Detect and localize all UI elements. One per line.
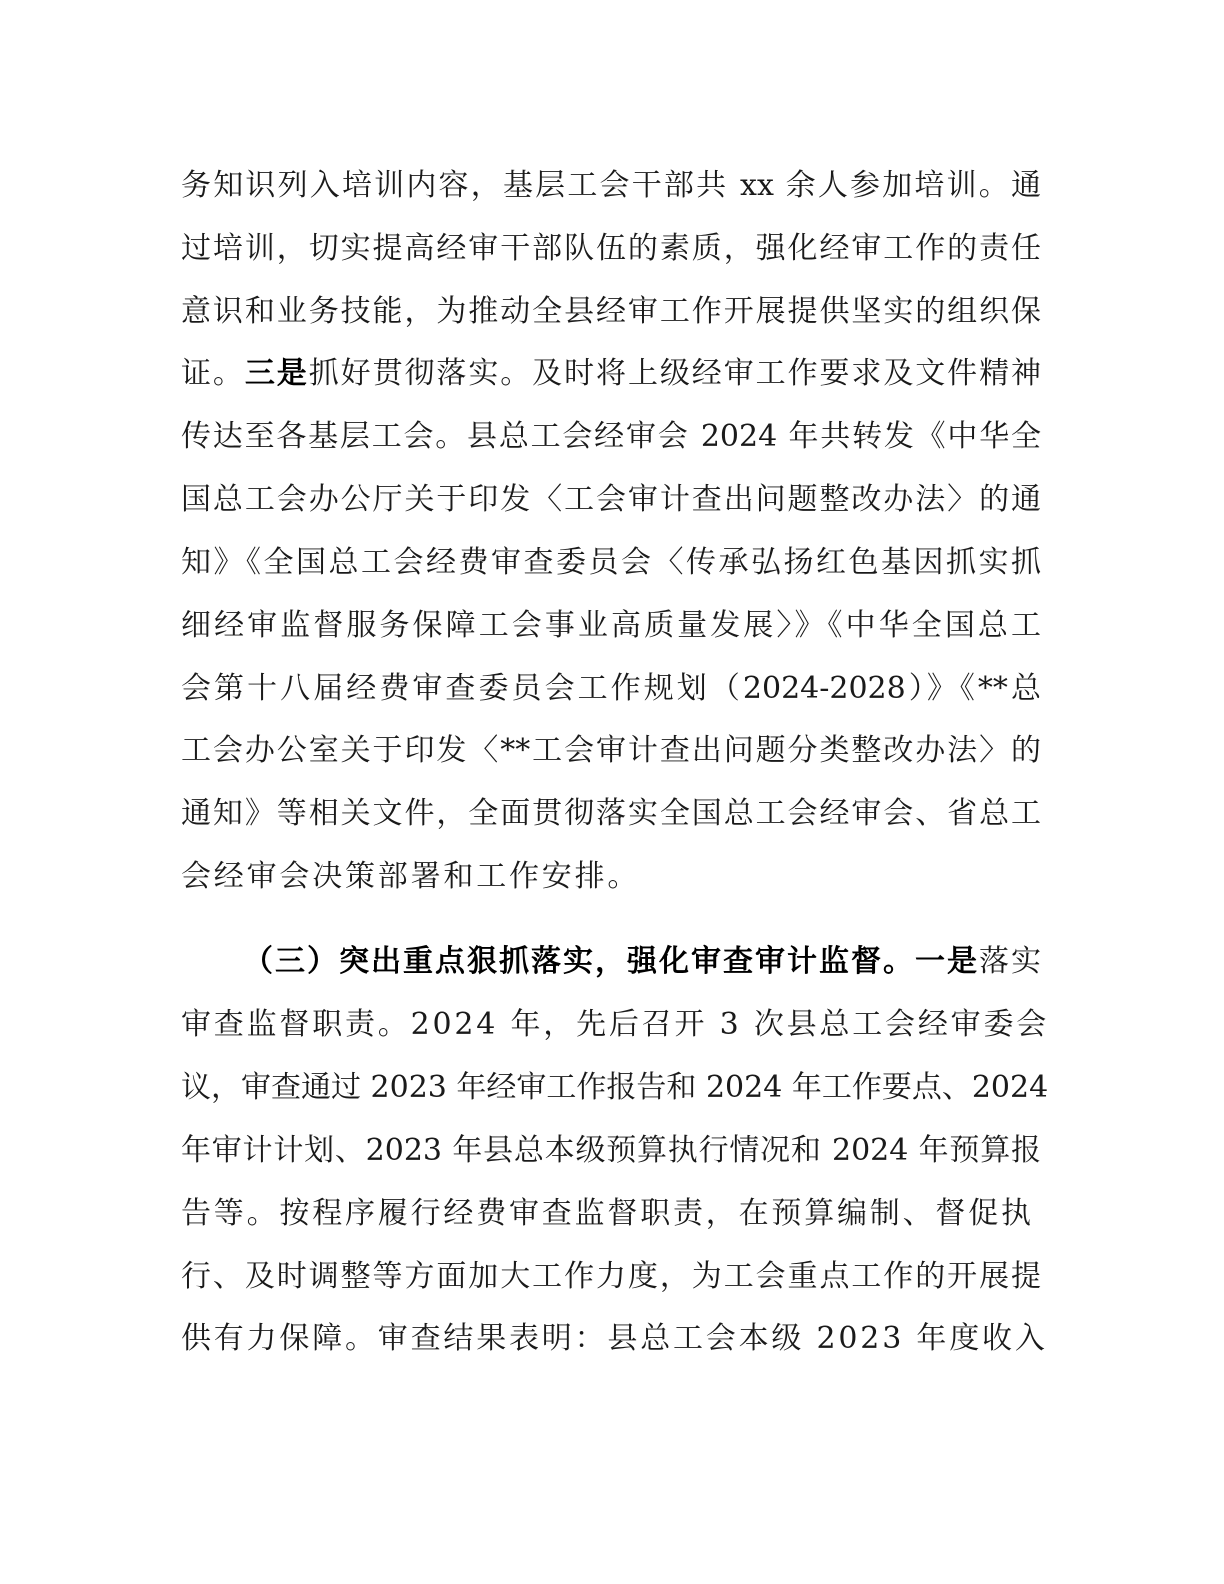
text-span: 落实 xyxy=(979,944,1041,979)
text-span: 务知识列入培训内容，基层工会干部共 xx 余人参加培训。通 xyxy=(181,168,1041,203)
text-span: 传达至各基层工会。县总工会经审会 2024 年共转发《中华全 xyxy=(181,419,1041,454)
paragraph-line xyxy=(181,166,1041,206)
paragraph-line xyxy=(181,1131,1041,1171)
text-span: 通知》等相关文件，全面贯彻落实全国总工会经审会、省总工 xyxy=(181,796,1041,831)
text-span: 行、及时调整等方面加大工作力度，为工会重点工作的开展提 xyxy=(181,1259,1041,1294)
paragraph-line xyxy=(181,1005,1050,1045)
section-heading: （三）突出重点狠抓落实，强化审查审计监督。一是 xyxy=(243,944,979,979)
section-heading-line xyxy=(243,942,1041,982)
text-span: 抓好贯彻落实。及时将上级经审工作要求及文件精神 xyxy=(308,356,1042,391)
text-span: 审查监督职责。2024 年，先后召开 3 次县总工会经审委会 xyxy=(181,1007,1050,1042)
paragraph-line xyxy=(181,1068,1049,1108)
paragraph-line xyxy=(181,354,1041,394)
bold-lead-phrase: 三是 xyxy=(244,356,309,391)
paragraph-line xyxy=(181,229,1041,269)
paragraph-line xyxy=(181,794,1041,834)
paragraph-line xyxy=(181,731,1041,771)
text-span: 证。 xyxy=(181,356,245,391)
text-span: 议，审查通过 2023 年经审工作报告和 2024 年工作要点、2024 xyxy=(181,1070,1049,1105)
text-span: 会第十八届经费审查委员会工作规划（2024-2028）》《**总 xyxy=(181,671,1041,706)
text-span: 年审计计划、2023 年县总本级预算执行情况和 2024 年预算报 xyxy=(181,1133,1041,1168)
text-span: 工会办公室关于印发〈**工会审计查出问题分类整改办法〉的 xyxy=(181,733,1041,768)
text-span: 知》《全国总工会经费审查委员会〈传承弘扬红色基因抓实抓 xyxy=(181,545,1041,580)
text-span: 会经审会决策部署和工作安排。 xyxy=(181,859,641,894)
text-span: 供有力保障。审查结果表明：县总工会本级 2023 年度收入 xyxy=(181,1321,1048,1356)
paragraph-line xyxy=(181,417,1041,457)
paragraph-line xyxy=(181,1194,1041,1234)
paragraph-line xyxy=(181,857,1041,897)
paragraph-line xyxy=(181,480,1041,520)
text-span: 过培训，切实提高经审干部队伍的素质，强化经审工作的责任 xyxy=(181,231,1041,266)
paragraph-line xyxy=(181,543,1041,583)
paragraph-line xyxy=(181,669,1041,709)
text-span: 意识和业务技能，为推动全县经审工作开展提供坚实的组织保 xyxy=(181,294,1041,329)
paragraph-line xyxy=(181,606,1041,646)
paragraph-line xyxy=(181,1257,1041,1297)
text-span: 告等。按程序履行经费审查监督职责，在预算编制、督促执 xyxy=(181,1196,1034,1231)
text-span: 细经审监督服务保障工会事业高质量发展〉》《中华全国总工 xyxy=(181,608,1041,643)
paragraph-line xyxy=(181,292,1041,332)
text-span: 国总工会办公厅关于印发〈工会审计查出问题整改办法〉的通 xyxy=(181,482,1041,517)
paragraph-line xyxy=(181,1319,1048,1359)
